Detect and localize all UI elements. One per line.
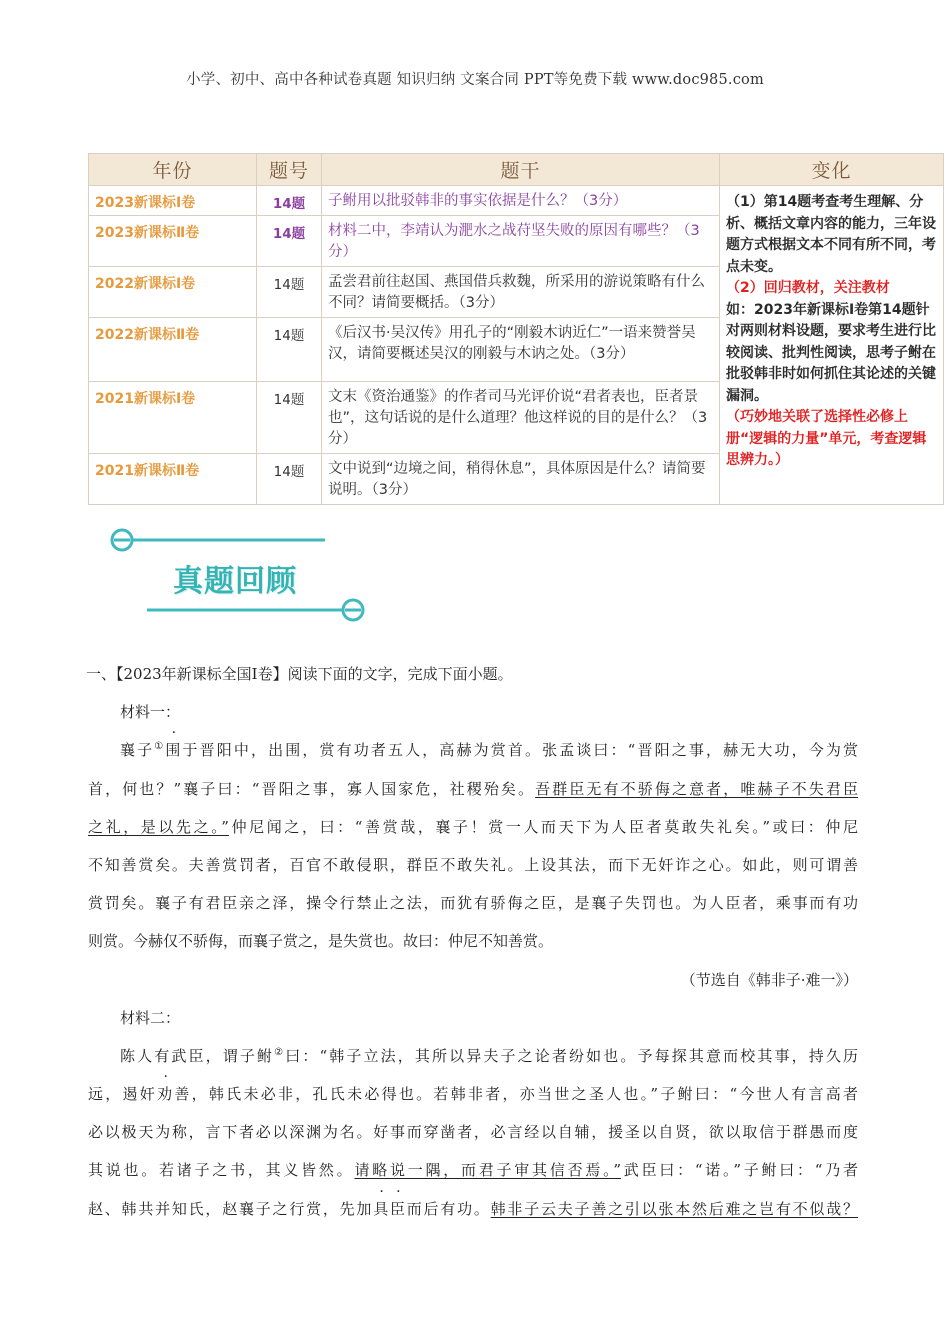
m2-line — [88, 1190, 858, 1228]
m1-line: 不知善赏矣。夫善赏罚者，百官不敢侵职，群臣不敢失礼。上设其法，而下无奸诈之心。如此，则可谓善 — [88, 855, 858, 874]
section-banner — [105, 520, 375, 630]
material-1-label: 材料一： — [120, 703, 181, 722]
row-year: 2021新课标Ⅰ卷 — [89, 382, 257, 454]
text-span: 曰：“韩子立法，其所以异夫子之论者纷如也。予每探其意而校其事，持久历 — [285, 1046, 858, 1065]
text-span: 善，韩氏未必非，孔氏未必得也。若韩非者，亦当世之圣人也。”子鲋曰：“今世人有言高者 — [174, 1085, 858, 1104]
site-header: 小学、初中、高中各种试卷真题 知识归纳 文案合同 PPT等免费下载 www.doc985.com — [186, 72, 764, 88]
row-num: 14题 — [257, 454, 322, 505]
row-question: 材料二中，李靖认为淝水之战苻坚失败的原因有哪些？（3分） — [322, 216, 720, 267]
header-num: 题号 — [257, 154, 322, 186]
underlined-sentence: 请略说一隅，而君子审其信否焉。” — [354, 1161, 622, 1180]
row-question: 文末《资治通鉴》的作者司马光评价说“君者表也，臣者景也”，这句话说的是什么道理？他这样说的目的是什么？（3分） — [322, 382, 720, 454]
change-cell — [720, 186, 944, 505]
text-span: 赵、韩共并知氏，赵襄子之行赏，先加 — [88, 1199, 374, 1218]
row-num: 14题 — [257, 382, 322, 454]
m1-line — [88, 770, 858, 808]
row-num: 14题 — [257, 186, 322, 216]
change-point-1: （1）第14题考查考生理解、分析、概括文章内容的能力，三年设题方式根据文本不同有所不同，考点未变。 — [726, 194, 936, 275]
section-title: 一、【2023年新课标全国Ⅰ卷】阅读下面的文字，完成下面小题。 — [86, 665, 513, 683]
row-year: 2023新课标Ⅰ卷 — [89, 186, 257, 216]
banner-title: 真题回顾 — [173, 564, 297, 599]
row-year: 2022新课标Ⅰ卷 — [89, 267, 257, 318]
m1-line — [88, 731, 858, 769]
change-point-3: 如：2023年新课标Ⅰ卷第14题针对两则材料设题，要求考生进行比较阅读、批判性阅读，思考子鲋在批驳韩非时如何抓住其论述的关键漏洞。 — [726, 301, 936, 404]
footnote-marker-1: ① — [154, 741, 166, 753]
row-question: 文中说到“边境之间，稍得休息”，具体原因是什么？请简要说明。（3分） — [322, 454, 720, 505]
text-span: 陈人有武臣，谓子鲋 — [120, 1046, 275, 1065]
row-question: 《后汉书·吴汉传》用孔子的“刚毅木讷近仁”一语来赞誉吴汉，请简要概述吴汉的刚毅与木讷之处。（3分） — [322, 318, 720, 382]
m1-line: 则赏。今赫仅不骄侮，而襄子赏之，是失赏也。故曰：仲尼不知善赏。 — [88, 932, 554, 951]
underlined-sentence: 吾群臣无有不骄侮之意者，唯赫子不失君臣 — [535, 779, 858, 798]
emphasis-char: 具 — [373, 1199, 390, 1218]
text-span: 首，何也？”襄子曰：“晋阳之事，寡人国家危，社稷殆矣。 — [88, 779, 536, 798]
m2-line — [88, 1037, 858, 1075]
m2-line — [88, 1075, 858, 1113]
underlined-sentence: 韩非子云夫子善之引以张本然后难之岂有不似哉？ — [490, 1199, 858, 1218]
m2-line: 必以极天为称，言下者必以深渊为名。好事而穿凿者，必言经以自辅，援圣以自贤，欲以取信于群愚而度 — [88, 1123, 858, 1142]
row-year: 2022新课标Ⅱ卷 — [89, 318, 257, 382]
row-question: 孟尝君前往赵国、燕国借兵救魏，所采用的游说策略有什么不同？请简要概括。（3分） — [322, 267, 720, 318]
row-year: 2023新课标Ⅱ卷 — [89, 216, 257, 267]
emphasis-char: 围 — [165, 741, 183, 760]
material-2-label: 材料二： — [120, 1008, 181, 1027]
exam-comparison-table — [88, 153, 944, 505]
text-span: 其说也。若诸子之书，其义皆然。 — [88, 1161, 355, 1180]
header-year: 年份 — [89, 154, 257, 186]
text-span: 仲尼闻之，曰：“善赏哉，襄子！赏一人而天下为人臣者莫敢失礼矣。”或曰：仲尼 — [228, 817, 858, 836]
underlined-sentence: 之礼，是以先之。” — [88, 817, 229, 836]
row-num: 14题 — [257, 267, 322, 318]
row-question: 子鲋用以批驳韩非的事实依据是什么？（3分） — [322, 186, 720, 216]
change-point-2: （2）回归教材，关注教材 — [726, 280, 890, 296]
header-question: 题干 — [322, 154, 720, 186]
row-num: 14题 — [257, 216, 322, 267]
text-span: 而后有功。 — [406, 1199, 491, 1218]
material-1-source: （节选自《韩非子·难一》） — [680, 970, 858, 989]
table-row — [89, 186, 944, 216]
row-num: 14题 — [257, 318, 322, 382]
m1-line — [88, 808, 858, 846]
text-span: 襄子 — [120, 741, 155, 760]
footnote-marker-2: ② — [274, 1046, 286, 1058]
text-span: 武臣曰：“诺。”子鲋曰：“乃者 — [621, 1161, 858, 1180]
table-header-row — [89, 154, 944, 186]
header-change: 变化 — [720, 154, 944, 186]
reading-passage — [88, 655, 858, 1228]
emphasis-char: 臣 — [389, 1199, 407, 1218]
m2-line — [88, 1151, 858, 1189]
m1-line: 赏罚矣。襄子有君臣亲之泽，操令行禁止之法，而犹有骄侮之臣，是襄子失罚也。为人臣者，乘事而有功 — [88, 894, 858, 913]
row-year: 2021新课标Ⅱ卷 — [89, 454, 257, 505]
text-span: 于晋阳中，出围，赏有功者五人，高赫为赏首。张孟谈曰：“晋阳之事，赫无大功，今为赏 — [182, 741, 858, 760]
change-point-4: （巧妙地关联了选择性必修上册“逻辑的力量”单元，考查逻辑思辨力。） — [726, 409, 927, 468]
emphasis-char: 劝 — [157, 1085, 175, 1104]
text-span: 远，遏奸 — [88, 1085, 158, 1104]
